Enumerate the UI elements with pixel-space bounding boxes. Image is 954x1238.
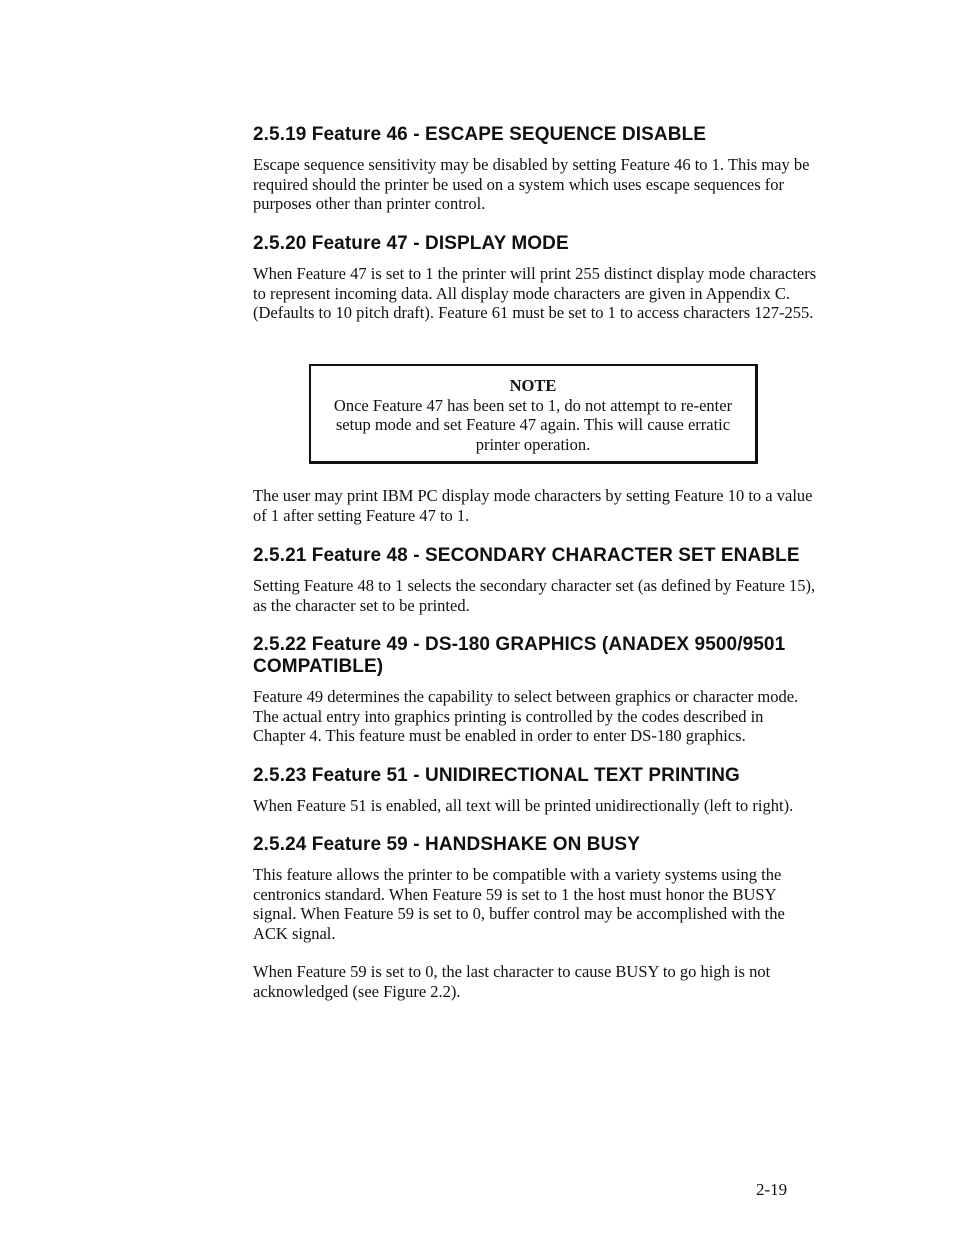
note-title: NOTE — [509, 376, 557, 395]
section-heading: 2.5.22 Feature 49 - DS-180 GRAPHICS (ANADEX 9500/9501 COMPATIBLE) — [253, 634, 786, 677]
section-2-5-23 — [253, 765, 818, 816]
display-mode-followup — [253, 486, 818, 525]
section-paragraph: When Feature 51 is enabled, all text will be printed unidirectionally (left to right). — [253, 796, 794, 815]
section-2-5-19 — [253, 124, 818, 214]
section-heading: 2.5.24 Feature 59 - HANDSHAKE ON BUSY — [253, 834, 640, 855]
note-box — [309, 364, 758, 464]
section-paragraph: Escape sequence sensitivity may be disabled by setting Feature 46 to 1. This may be required should the printer be used on a system which uses escape sequences for purposes other than printer control. — [253, 155, 810, 213]
section-heading: 2.5.19 Feature 46 - ESCAPE SEQUENCE DISABLE — [253, 124, 707, 145]
section-paragraph: When Feature 47 is set to 1 the printer will print 255 distinct display mode characters to represent incoming data. All display mode characters are given in Appendix C. (Defaults to 10 pitch draft). Feature 61 must be set to 1 to access characters 127-255. — [253, 264, 817, 322]
section-paragraph: This feature allows the printer to be compatible with a variety systems using the centronics standard. When Feature 59 is set to 1 the host must honor the BUSY signal. When Feature 59 is set to 0, buffer control may be accomplished with the ACK signal. — [253, 865, 785, 943]
note-body: Once Feature 47 has been set to 1, do not attempt to re-enter setup mode and set Feature 47 again. This will cause erratic printer operation. — [333, 395, 733, 454]
section-heading: 2.5.23 Feature 51 - UNIDIRECTIONAL TEXT PRINTING — [253, 765, 740, 786]
section-2-5-20 — [253, 233, 818, 323]
page-number: 2-19 — [756, 1180, 788, 1199]
section-heading: 2.5.21 Feature 48 - SECONDARY CHARACTER SET ENABLE — [253, 545, 800, 566]
section-paragraph: Setting Feature 48 to 1 selects the secondary character set (as defined by Feature 15), as the character set to be printed. — [253, 576, 816, 615]
section-heading: 2.5.20 Feature 47 - DISPLAY MODE — [253, 233, 569, 254]
section-2-5-21 — [253, 545, 818, 615]
section-paragraph: When Feature 59 is set to 0, the last character to cause BUSY to go high is not acknowledged (see Figure 2.2). — [253, 962, 771, 1001]
section-2-5-22 — [253, 634, 818, 746]
section-paragraph: The user may print IBM PC display mode characters by setting Feature 10 to a value of 1 after setting Feature 47 to 1. — [253, 486, 813, 525]
section-2-5-24 — [253, 834, 818, 1001]
section-paragraph: Feature 49 determines the capability to select between graphics or character mode. The actual entry into graphics printing is controlled by the codes described in Chapter 4. This feature must be enabled in order to enter DS-180 graphics. — [253, 687, 799, 745]
